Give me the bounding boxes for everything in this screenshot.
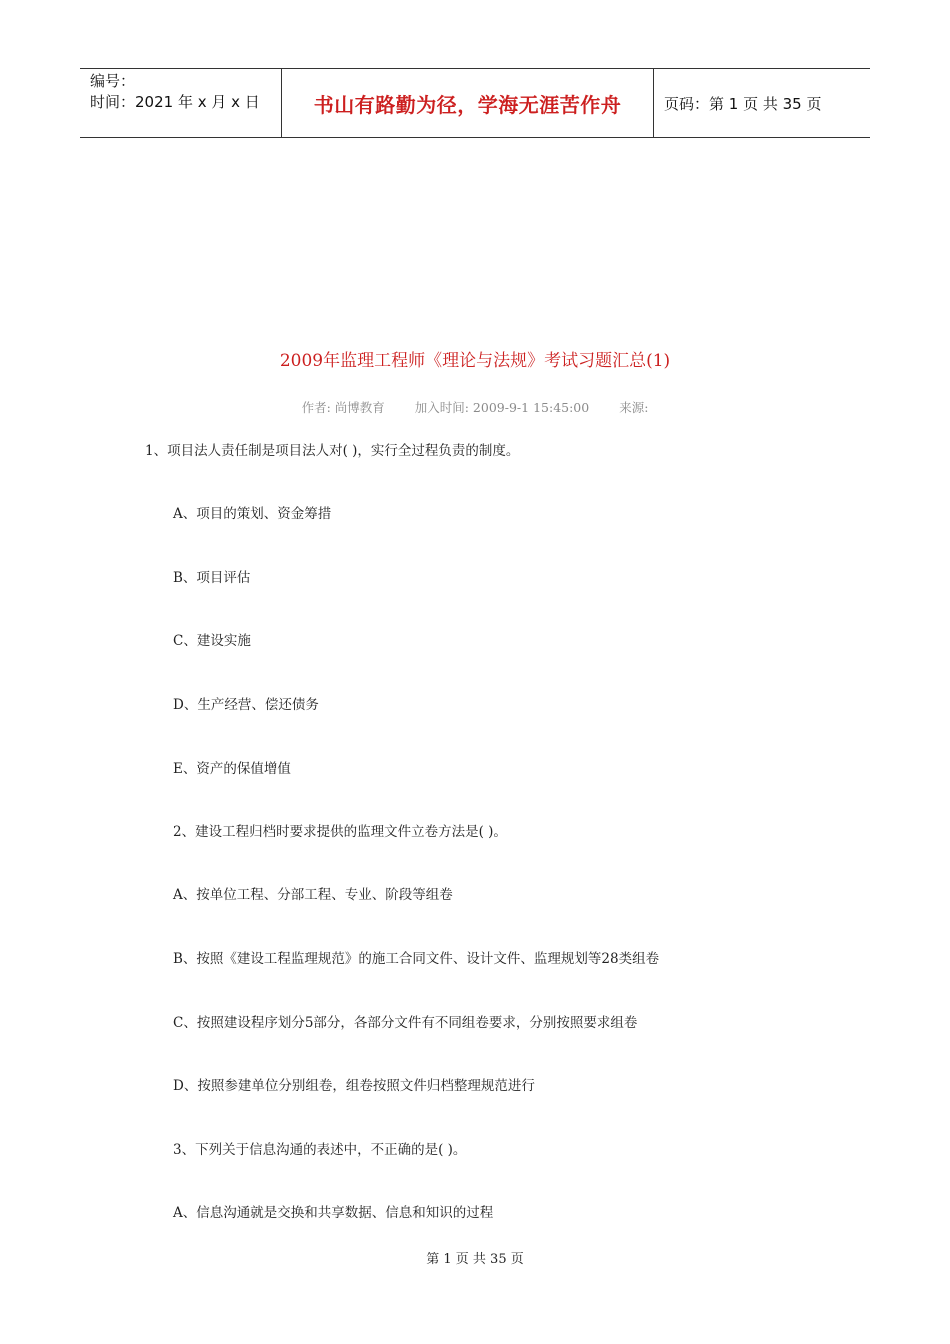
article-author: 作者: 尚博教育 xyxy=(301,400,385,415)
option-line: A、信息沟通就是交换和共享数据、信息和知识的过程 xyxy=(173,1205,494,1221)
option-line: A、项目的策划、资金筹措 xyxy=(173,506,332,522)
page-header xyxy=(80,68,870,138)
option-line: A、按单位工程、分部工程、专业、阶段等组卷 xyxy=(173,887,453,903)
option-line: E、资产的保值增值 xyxy=(173,761,291,777)
header-page-cell xyxy=(654,69,870,137)
header-motto: 书山有路勤为径，学海无涯苦作舟 xyxy=(313,92,622,117)
document-time-label: 时间：2021 年 x 月 x 日 xyxy=(90,93,260,111)
header-info-cell xyxy=(80,69,282,137)
question-line: 1、项目法人责任制是项目法人对( )，实行全过程负责的制度。 xyxy=(145,443,520,459)
page-footer: 第 1 页 共 35 页 xyxy=(426,1252,524,1267)
option-line: B、按照《建设工程监理规范》的施工合同文件、设计文件、监理规划等28类组卷 xyxy=(173,951,660,967)
option-line: C、建设实施 xyxy=(173,633,251,649)
option-line: C、按照建设程序划分5部分，各部分文件有不同组卷要求，分别按照要求组卷 xyxy=(173,1015,638,1031)
question-line: 2、建设工程归档时要求提供的监理文件立卷方法是( )。 xyxy=(173,824,507,840)
article-title: 2009年监理工程师《理论与法规》考试习题汇总(1) xyxy=(279,351,671,371)
option-line: D、生产经营、偿还债务 xyxy=(173,697,319,713)
option-line: D、按照参建单位分别组卷，组卷按照文件归档整理规范进行 xyxy=(173,1078,535,1094)
article-meta xyxy=(0,398,950,416)
article-time: 加入时间: 2009-9-1 15:45:00 xyxy=(414,400,590,415)
question-line: 3、下列关于信息沟通的表述中，不正确的是( )。 xyxy=(173,1142,467,1158)
header-page-label: 页码：第 1 页 共 35 页 xyxy=(664,94,822,113)
header-motto-cell xyxy=(282,69,654,137)
document-number-label: 编号： xyxy=(90,72,136,90)
article-source: 来源: xyxy=(619,400,649,415)
option-line: B、项目评估 xyxy=(173,570,251,586)
